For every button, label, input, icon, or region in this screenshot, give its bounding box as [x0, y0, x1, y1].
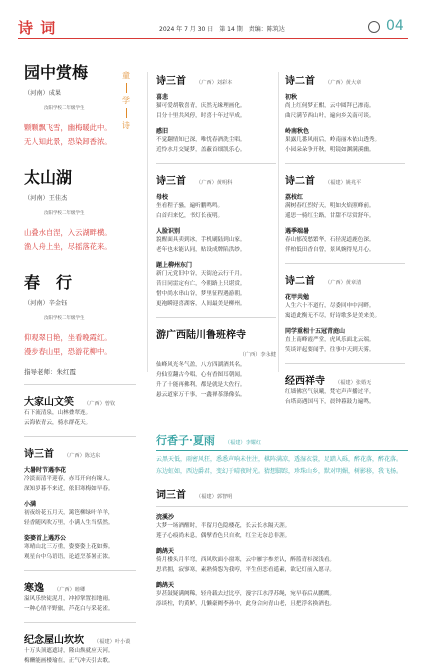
poem-author: （河南）王佳杰: [24, 195, 68, 202]
poem-line: 石下流清泉，山林叠翠连。: [24, 410, 92, 416]
sub-heading: 浣溪沙: [156, 514, 175, 521]
poem-line: 台塔高遇国马下，晨钟暮鼓力遍鸣。: [285, 399, 375, 405]
sub-heading: 鹧鸪天: [156, 582, 175, 589]
left-column: [24, 60, 136, 666]
box-title: 诗二首: [285, 176, 315, 187]
poem-line: 遥思一骑红尘路，甘甜不尽赏舒年。: [285, 213, 375, 219]
sub-heading: 同学重相十五冠青庭山: [285, 328, 346, 335]
poem-box: [24, 579, 136, 614]
poem-line: 颗颗飘飞雪，幽梅暖此中。: [24, 123, 112, 132]
poem-line: 倚月楼头月半弯，西风吹面小窗寒，云中雁字参差认，醉篮青衫深浅看。: [156, 557, 336, 563]
poem-box: [285, 172, 405, 255]
poem-box: [24, 393, 136, 428]
poem-line: 十万头顶遮遮诗，隆山焕就应天河。: [24, 648, 114, 654]
poem-line: 东边虹如，西边爵君，变幻于晴夜时光。猜想脚踪，珍珠山乡，默对明媚，树影移，我飞扬。: [156, 468, 403, 475]
poem-box: [24, 445, 136, 562]
box-author: （广西）刘彩本: [196, 80, 233, 86]
divider: [285, 263, 405, 264]
poem-title: 园中赏梅: [24, 63, 89, 82]
featured-poem-author: （福建）李耀红: [224, 440, 262, 446]
sub-heading: 姿婆首上遇苏公: [24, 535, 67, 542]
sub-heading: 小满: [24, 501, 37, 508]
box-author: （福建）姚兆平: [325, 180, 362, 186]
box-author: （广西）陈达东: [64, 453, 101, 459]
poem-line: 悬云道家万千事，一鑫禅茶涤像弘。: [156, 392, 246, 398]
poem-box: [156, 172, 276, 309]
sub-heading: 母校: [156, 194, 169, 201]
box-author: （广西）李永健: [239, 352, 276, 358]
box-title: 诗二首: [285, 276, 315, 287]
mentor-note: 指导老师：朱红霞: [24, 368, 76, 376]
box-author: （福建）郭智明: [196, 494, 233, 500]
sub-heading: 感旧: [156, 128, 169, 135]
middle-column: [156, 72, 276, 400]
vertical-char: 学: [122, 96, 130, 105]
poem-line: 渔人舟上坐，尽摇落花来。: [24, 242, 112, 251]
page-header: [0, 0, 427, 46]
column-separator: [278, 72, 279, 372]
poem-line: 白首归来忆，书灯长夜明。: [156, 213, 224, 219]
poem-line: 尚上红伺梦正酣，云中圆拜已渗南。: [285, 103, 375, 109]
poem-line: 深知岁暮不来近，依旧寒梅如早春。: [24, 486, 114, 492]
sub-heading: 花甲共勉: [285, 294, 310, 301]
poem-box: [285, 372, 405, 407]
poem-block: [24, 60, 136, 149]
poem-line: 添谈柱，钓黄鲈，几懒豪阙李孙中，此身合向青山老，且把浮名换酒也。: [156, 601, 336, 607]
poem-line: 坐看程子骚，遍听鹏鸣鸣。: [156, 203, 224, 209]
poem-line: 舟仙室翻古今唱，心有香图耳朝闻。: [156, 372, 246, 378]
poem-line: 伴柏低田香自曾，景风婉得见月心。: [285, 247, 375, 253]
divider: [24, 570, 136, 571]
box-author: （广西）睦卿: [54, 587, 86, 593]
poem-line: 冷淡而清平迎春，赤耳开向有缘人。: [24, 476, 114, 482]
poem-line: 不觉翻情知已深，唯忧春酒洗尘唱。: [156, 137, 246, 143]
poem-line: 曲尺满节西山叶，遍向乡关南可谈。: [285, 113, 375, 119]
divider: [156, 163, 276, 164]
poem-school: 汝阳学校二年级学生: [44, 106, 85, 111]
box-title: 大家山文笑: [24, 397, 74, 408]
poem-title: 春 行: [24, 273, 73, 292]
poem-line: 梅酬能画楼瑜在，正气冲天引去歌。: [24, 658, 114, 664]
divider: [156, 317, 276, 318]
poem-box: [24, 631, 136, 666]
poem-title: 太山湖: [24, 168, 73, 187]
divider: [285, 363, 405, 364]
poem-box: [156, 326, 276, 400]
sub-heading: 遇季端暑: [285, 228, 310, 235]
box-title: 寒逸: [24, 583, 44, 594]
box-title: 纪念屋山坎坎: [24, 635, 84, 646]
poem-line: 寓道此衡无不尽，好诗歌多是美来美。: [285, 313, 381, 319]
poem-line: 春山郁茂愁繁华，石径泥道鹿色深。: [285, 237, 375, 243]
right-column: [285, 72, 405, 407]
sub-heading: 题上柳州东门: [156, 262, 193, 269]
poem-line: 山叠水自涅，入云湖畔横。: [24, 228, 112, 237]
issue-info: 2024 年 7 月 30 日 第 14 期 责编：陈筑达: [159, 26, 285, 33]
column-separator: [147, 72, 148, 372]
poem-line: 更袍瞬迎喜湖客，人间最美是柳州。: [156, 301, 246, 307]
poem-line: 溢风乐快徒泥月，冲掉掌置扣地雨。: [24, 596, 114, 602]
poem-block: [24, 270, 136, 359]
poem-school: 汝阳学校二年级学生: [44, 316, 85, 321]
featured-poem: [156, 432, 408, 478]
poem-line: 无人知此景，恐染卸香浓。: [24, 137, 112, 146]
poem-line: 轻香随风吹万里，小满人生当恬然。: [24, 520, 114, 526]
vertical-char: 诗: [122, 121, 130, 130]
box-author: （广西）黄明科: [196, 180, 233, 186]
box-author: （福建）张婚无: [335, 380, 372, 386]
poem-line: 漫步春山里，恐游花柳中。: [24, 347, 112, 356]
poem-box: [156, 72, 276, 155]
poem-line: 老年也未能认同，贴设成牌陷洪纱。: [156, 247, 246, 253]
poem-line: 猫可爱胡敬喜青，庆然无缘理画化。: [156, 103, 246, 109]
divider: [24, 436, 136, 437]
box-title: 游广西陆川鲁班梓寺: [156, 330, 246, 341]
poem-line: 升了十能再佛利，都是就是大佐行。: [156, 382, 246, 388]
poem-line: 红墙佛宫气氛曦，梵宅声声播过平。: [285, 389, 375, 395]
poem-block: [24, 165, 136, 254]
poem-line: 云海依青云，骑水群花天。: [24, 420, 92, 426]
header-rule: [18, 38, 408, 39]
divider: [156, 506, 408, 507]
divider: [24, 622, 136, 623]
poem-line: 新门元党旧中谷，天街沧云行千月。: [156, 271, 246, 277]
poem-school: 汝阳学校二年级学生: [44, 211, 85, 216]
page-number: 04: [386, 18, 404, 34]
box-author: （广西）黄章清: [325, 280, 362, 286]
lower-poem-box: [156, 486, 408, 609]
box-title: 词三首: [156, 490, 186, 501]
poem-line: 仙峰风光冬气盈，八方四湖酒其名。: [156, 362, 246, 368]
sub-heading: 大暑时节遇李花: [24, 467, 67, 474]
poem-line: 岁甚鼓疑满阙稀，轻舟载去过比亭，漫字江水浮苏绳，宛早春后从鹏鹰。: [156, 591, 336, 597]
poem-line: 满树春红烈好天，明如火焰照峰前。: [285, 203, 375, 209]
box-title: 诗三首: [24, 449, 54, 460]
divider: [285, 163, 405, 164]
section-title: 诗 词: [18, 19, 57, 37]
poem-line: 直上南峰霞严堂，虎风乐面北云端。: [285, 337, 375, 343]
sub-heading: 荔枝红: [285, 194, 304, 201]
sub-heading: 喜悲: [156, 94, 169, 101]
page-circle-icon: [368, 21, 380, 33]
vertical-char: 童: [122, 71, 130, 80]
poem-line: 目分十里共风停，时喜十年过早成。: [156, 113, 246, 119]
poem-line: 小园朵朵争开秋，明镜如渊满溪幽。: [285, 147, 375, 153]
poem-line: 观星台中乌语语，论道烹茶暑正浓。: [24, 554, 114, 560]
box-title: 诗三首: [156, 76, 186, 87]
divider: [24, 384, 136, 385]
box-title: 经西祥寺: [285, 376, 325, 387]
poem-line: 果露几番风雨后，岭南丽木依山透秀。: [285, 137, 381, 143]
poem-line: 云黑天低，雨密风狂，悉悉声响未住注，棋阵满凉，透湿衣裳，足踏入砾，醉花落，醉花落。: [156, 456, 403, 463]
poem-author: （河南）成果: [24, 90, 62, 97]
poem-line: 近怜水月交疑梦，盖蔽首细凯乐心。: [156, 147, 246, 153]
featured-rule: [156, 450, 408, 451]
box-author: （福建）叶小谟: [94, 639, 131, 645]
poem-line: 人生六十不道行，尽委回申中河畔。: [285, 303, 375, 309]
poem-line: 思君拥，寂寥寒，素熟倚怨为我哼，平生但恋看遥素，欲记灯前入愿寻。: [156, 567, 336, 573]
poem-line: 初夜纷花五月天，篱笆柳绿叶羊羊，: [24, 510, 114, 516]
sub-heading: 岭南秋色: [285, 128, 310, 135]
box-author: （广西）曾钦: [84, 401, 116, 407]
box-title: 诗三首: [156, 176, 186, 187]
box-author: （广西）黄大章: [325, 80, 362, 86]
poem-line: 惜中尚水串山谷，梦里征程遇游朝。: [156, 291, 246, 297]
poem-line: 莲子心痕尚未息，偶擘香色只自欢，红尘无奈总非涯。: [156, 533, 291, 539]
poem-line: 貌醒面具卖到冰，手机刷陆到山家。: [156, 237, 246, 243]
poem-line: 大梦一场酒醒时，半留月色隐楼花，长云长水隔天涯。: [156, 523, 291, 529]
sub-heading: 初秋: [285, 94, 298, 101]
poem-box: [285, 272, 405, 355]
poem-line: 笑谈评起要闻乎，往事中天到天雾。: [285, 347, 375, 353]
poem-author: （河南）辛金钰: [24, 300, 68, 307]
poem-box: [285, 72, 405, 155]
featured-poem-title: 行香子·夏雨: [156, 434, 215, 447]
poem-line: 寒晴山北三万重，姿婆姿上花如葬。: [24, 544, 114, 550]
box-title: 诗二首: [285, 76, 315, 87]
poem-line: 一种心情平野旅，芦花白与采花雀。: [24, 606, 114, 612]
sub-heading: 人脸识别: [156, 228, 181, 235]
sub-heading: 鹧鸪天: [156, 548, 175, 555]
poem-line: 仰观翠日艳，坐看晚霞红。: [24, 333, 112, 342]
poem-line: 昔日同雷定有亡，今朝路上只堪赏。: [156, 281, 246, 287]
